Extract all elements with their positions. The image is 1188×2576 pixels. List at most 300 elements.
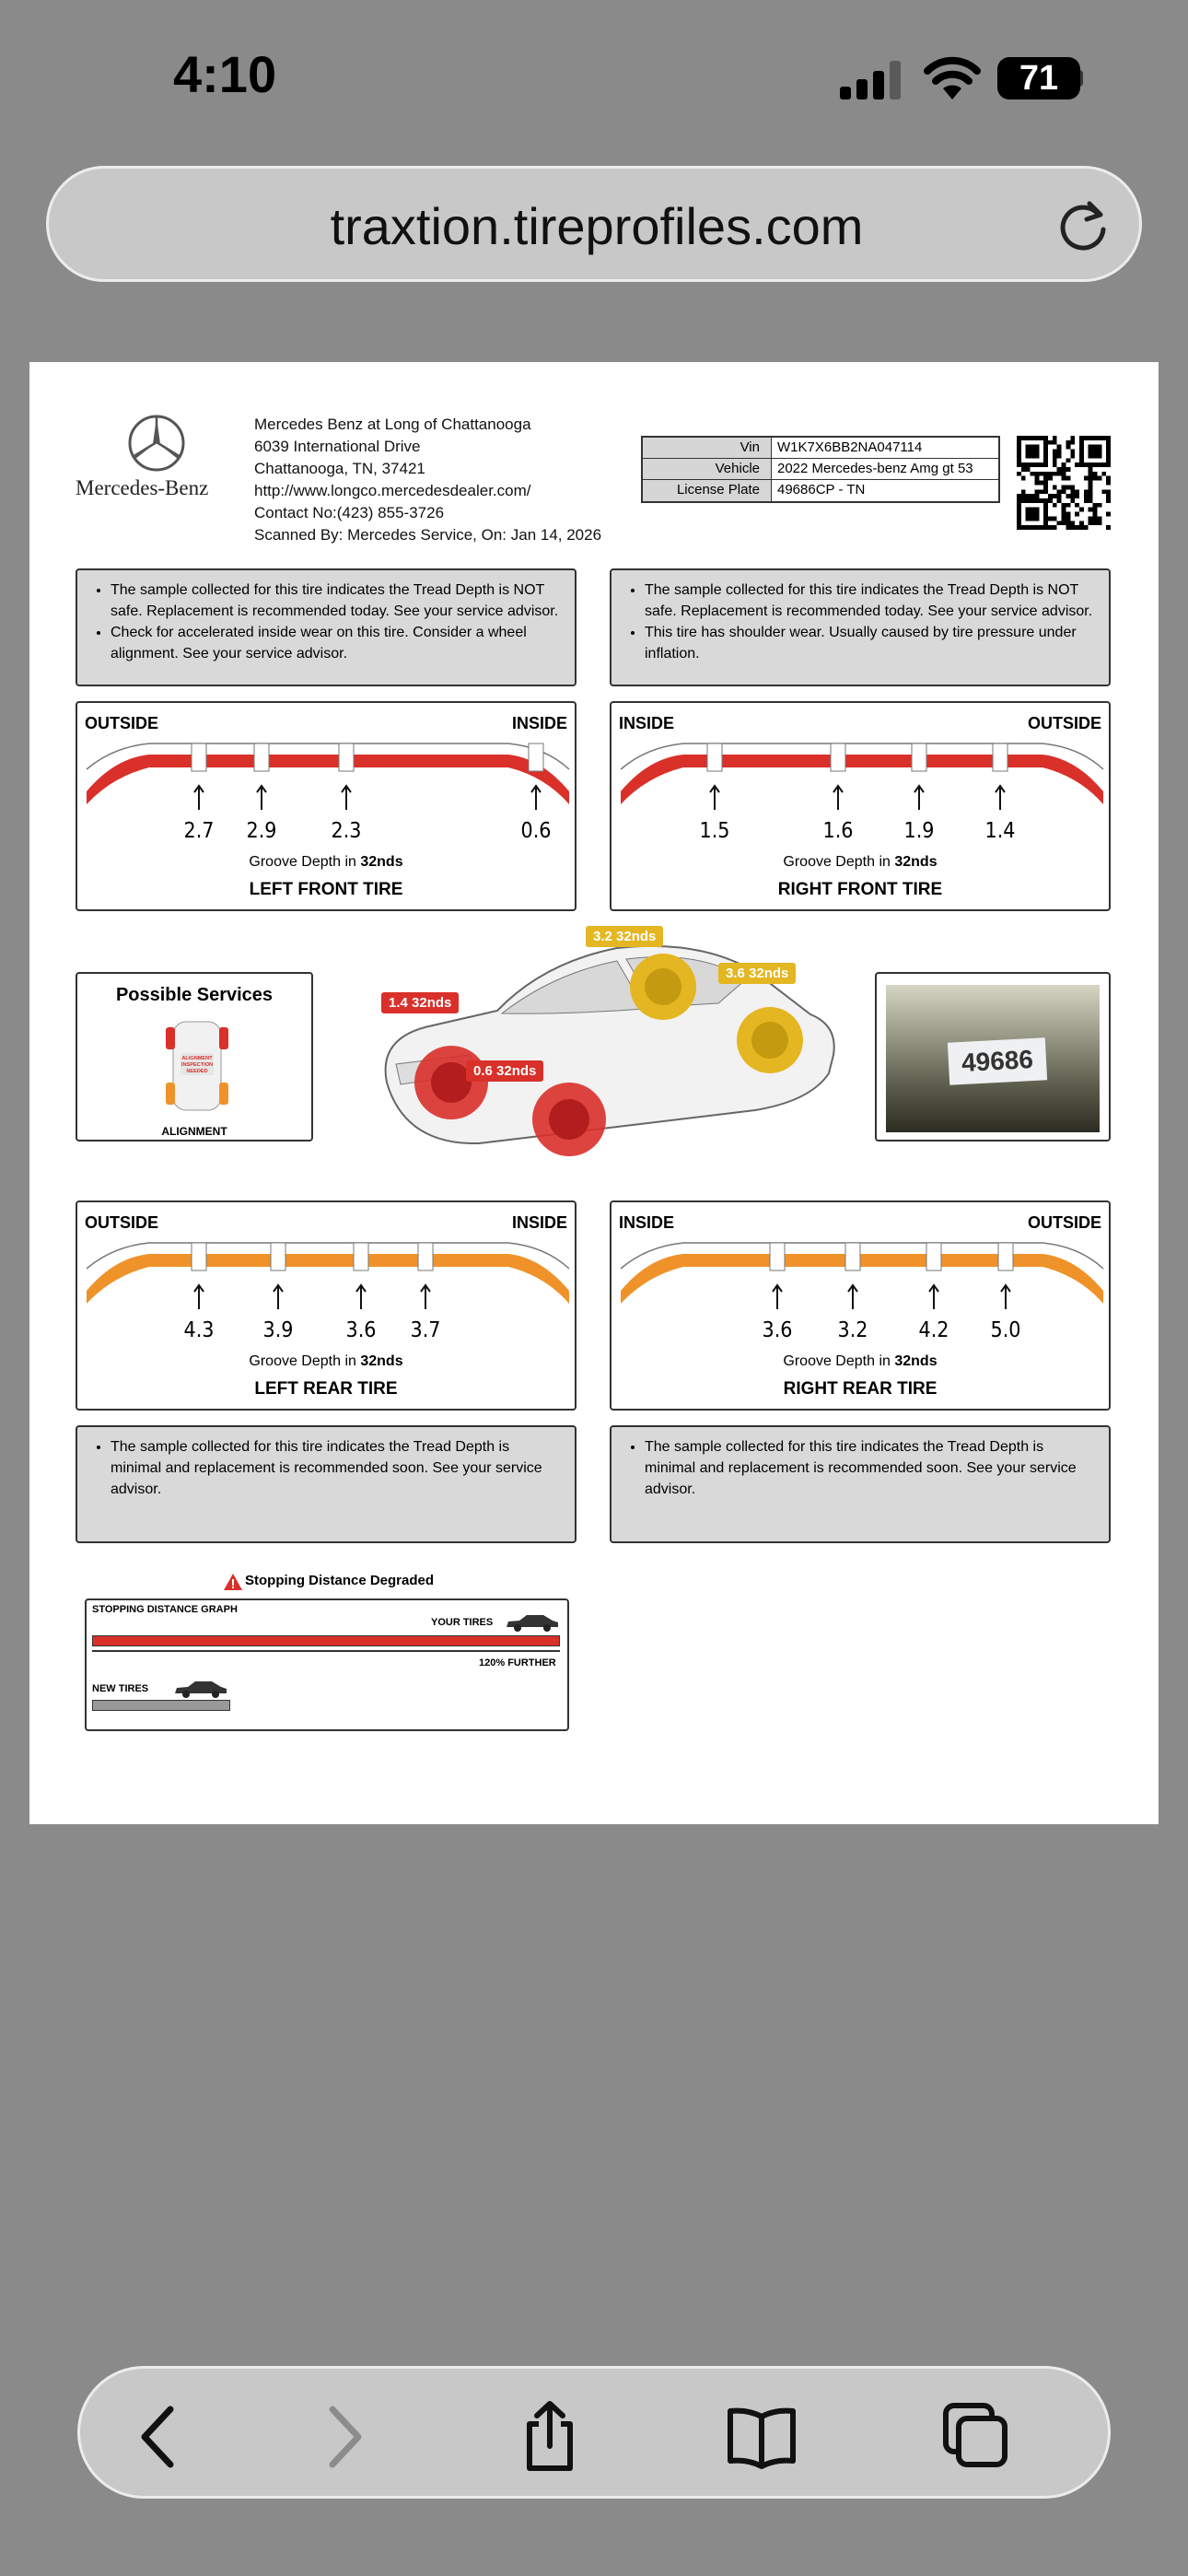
brand-wordmark: Mercedes-Benz	[76, 476, 209, 499]
groove-value: 2.7	[183, 819, 215, 843]
qr-module	[1031, 472, 1035, 476]
left-rear-tire-panel	[76, 1200, 577, 1411]
qr-module	[1034, 481, 1039, 486]
groove-caption	[77, 1353, 575, 1370]
svg-text:NEEDED: NEEDED	[186, 1069, 208, 1074]
side-label-right: OUTSIDE	[1027, 714, 1101, 732]
bookmarks-icon[interactable]	[725, 2400, 798, 2474]
groove-value: 2.9	[246, 819, 277, 843]
tread-profile	[85, 1239, 571, 1317]
qr-module	[1039, 481, 1043, 486]
qr-module	[1053, 440, 1057, 445]
qr-module	[1084, 436, 1089, 440]
note-item: • Check for accelerated inside wear on this tire. Consider a wheel alignment. See your service advisor.	[111, 622, 560, 664]
url-text: traxtion.tireprofiles.com	[330, 197, 864, 255]
vehicle-value: 2022 Mercedes-benz Amg gt 53	[777, 461, 973, 476]
qr-module	[1093, 436, 1098, 440]
qr-module	[1034, 489, 1039, 494]
qr-module	[1062, 467, 1066, 472]
groove	[912, 744, 926, 771]
groove-caption-text: Groove Depth in	[783, 1353, 891, 1369]
qr-module	[1048, 516, 1053, 521]
qr-module	[1017, 453, 1021, 458]
qr-module	[1053, 472, 1057, 476]
qr-module	[1084, 494, 1089, 498]
groove	[993, 744, 1007, 771]
qr-module	[1075, 489, 1079, 494]
qr-module	[1039, 498, 1043, 503]
qr-module	[1084, 463, 1089, 467]
qr-module	[1093, 521, 1098, 525]
right-front-tire-panel	[610, 701, 1111, 911]
tire-name: RIGHT REAR TIRE	[783, 1379, 938, 1399]
qr-module	[1017, 458, 1021, 463]
qr-module	[1039, 525, 1043, 530]
qr-module	[1089, 516, 1093, 521]
distance-scale	[92, 1648, 560, 1652]
share-icon[interactable]	[513, 2400, 587, 2474]
qr-module	[1026, 516, 1031, 521]
groove-value: 4.3	[183, 1318, 215, 1342]
qr-module	[1034, 508, 1039, 512]
forward-icon[interactable]	[307, 2400, 380, 2474]
vehicle-info-table	[641, 436, 1000, 503]
qr-module	[1031, 508, 1035, 512]
groove-arrow	[531, 786, 541, 810]
qr-module	[1106, 481, 1111, 486]
groove-caption-text: Groove Depth in	[249, 1353, 356, 1369]
tread-band	[87, 755, 569, 804]
battery-cap	[1076, 70, 1083, 87]
qr-module	[1048, 498, 1053, 503]
qr-module	[1084, 498, 1089, 503]
qr-module	[1057, 521, 1062, 525]
qr-module	[1066, 516, 1070, 521]
groove-caption	[611, 1353, 1109, 1370]
qr-module	[1089, 498, 1093, 503]
groove	[354, 1243, 368, 1270]
qr-module	[1079, 450, 1084, 454]
qr-module	[1026, 445, 1031, 450]
qr-module	[1034, 450, 1039, 454]
qr-module	[1057, 472, 1062, 476]
qr-module	[1043, 512, 1048, 517]
qr-module	[1043, 481, 1048, 486]
qr-module	[1097, 476, 1101, 481]
address-bar[interactable]	[46, 166, 1142, 282]
groove-arrow	[194, 1285, 204, 1309]
qr-module	[1017, 503, 1021, 508]
graph-title: STOPPING DISTANCE GRAPH	[92, 1604, 238, 1615]
qr-module	[1034, 463, 1039, 467]
qr-module	[1039, 463, 1043, 467]
qr-module	[1097, 503, 1101, 508]
groove-value: 2.3	[331, 819, 362, 843]
services-title: Possible Services	[115, 985, 274, 1005]
qr-module	[1097, 450, 1101, 454]
side-label-right: INSIDE	[511, 714, 567, 732]
vehicle-label: Vehicle	[643, 459, 772, 479]
qr-module	[1097, 463, 1101, 467]
qr-module	[1021, 525, 1026, 530]
groove-value: 3.6	[762, 1318, 793, 1342]
qr-module	[1089, 489, 1093, 494]
qr-module	[1048, 440, 1053, 445]
qr-module	[1021, 436, 1026, 440]
groove-arrow	[194, 786, 204, 810]
groove-arrow	[421, 1285, 430, 1309]
qr-module	[1106, 476, 1111, 481]
qr-module	[1106, 489, 1111, 494]
qr-module	[1089, 453, 1093, 458]
groove-arrow	[848, 1285, 857, 1309]
car-icon	[505, 1613, 560, 1632]
qr-module	[1079, 508, 1084, 512]
browser-toolbar	[77, 2366, 1111, 2499]
qr-module	[1089, 494, 1093, 498]
qr-module	[1062, 508, 1066, 512]
car-icon	[173, 1680, 228, 1698]
tread-band	[87, 1254, 569, 1304]
dealer-website[interactable]: http://www.longco.mercedesdealer.com/	[254, 482, 531, 499]
qr-module	[1017, 525, 1021, 530]
car-illustration	[368, 926, 847, 1162]
qr-module	[1048, 494, 1053, 498]
qr-module	[1053, 525, 1057, 530]
qr-module	[1031, 525, 1035, 530]
qr-module	[1031, 498, 1035, 503]
qr-module	[1021, 467, 1026, 472]
groove	[192, 744, 206, 771]
qr-module	[1031, 436, 1035, 440]
qr-module	[1053, 503, 1057, 508]
qr-module	[1106, 453, 1111, 458]
your-tires-bar	[92, 1635, 560, 1646]
service-item-label[interactable]: ALIGNMENT	[161, 1125, 227, 1138]
qr-module	[1106, 458, 1111, 463]
qr-module	[1079, 445, 1084, 450]
groove-value: 1.4	[984, 819, 1016, 843]
qr-module	[1106, 450, 1111, 454]
qr-module	[1070, 485, 1075, 489]
qr-module	[1034, 436, 1039, 440]
qr-module	[1070, 521, 1075, 525]
qr-module	[1053, 436, 1057, 440]
groove-value: 3.9	[262, 1318, 294, 1342]
qr-module	[1070, 494, 1075, 498]
side-label-right: OUTSIDE	[1027, 1213, 1101, 1232]
qr-module	[1043, 521, 1048, 525]
qr-module	[1057, 450, 1062, 454]
further-label: 120% FURTHER	[479, 1657, 556, 1669]
qr-module	[1017, 463, 1021, 467]
plate-photo[interactable]	[886, 985, 1100, 1132]
svg-text:INSPECTION: INSPECTION	[181, 1062, 214, 1068]
qr-module	[1066, 476, 1070, 481]
right-front-notes	[610, 568, 1111, 686]
side-label-left: INSIDE	[619, 714, 675, 732]
groove-arrow	[342, 786, 351, 810]
qr-module	[1106, 512, 1111, 517]
qr-module	[1026, 463, 1031, 467]
qr-module	[1066, 494, 1070, 498]
qr-module	[1048, 525, 1053, 530]
qr-module	[1093, 445, 1098, 450]
qr-module	[1026, 467, 1031, 472]
qr-module	[1066, 440, 1070, 445]
qr-module	[1017, 512, 1021, 517]
qr-module	[1089, 445, 1093, 450]
qr-module	[1089, 472, 1093, 476]
qr-module	[1101, 489, 1106, 494]
qr-module	[1066, 458, 1070, 463]
plate-label: License Plate	[643, 480, 772, 501]
tabs-icon[interactable]	[938, 2400, 1012, 2474]
tread-profile	[619, 740, 1105, 817]
report-page	[29, 362, 1159, 1824]
qr-module	[1026, 436, 1031, 440]
groove	[707, 744, 722, 771]
groove	[271, 1243, 285, 1270]
qr-module	[1097, 453, 1101, 458]
qr-module	[1043, 476, 1048, 481]
qr-module	[1089, 481, 1093, 486]
qr-module	[1062, 485, 1066, 489]
qr-module	[1062, 472, 1066, 476]
groove	[254, 744, 269, 771]
qr-module	[1031, 450, 1035, 454]
qr-module	[1026, 453, 1031, 458]
qr-module	[1053, 463, 1057, 467]
new-tires-label: NEW TIRES	[92, 1683, 149, 1694]
qr-module	[1106, 440, 1111, 445]
qr-module	[1106, 525, 1111, 530]
qr-module	[1079, 436, 1084, 440]
qr-module	[1057, 453, 1062, 458]
qr-module	[1066, 521, 1070, 525]
groove-unit: 32nds	[894, 1353, 938, 1369]
qr-module	[1021, 476, 1026, 481]
qr-module	[1066, 485, 1070, 489]
warning-icon	[223, 1573, 243, 1591]
plate-photo-text: 49686	[948, 1037, 1047, 1084]
scan-info: Scanned By: Mercedes Service, On: Jan 14, 2026	[254, 526, 602, 544]
note-item: • The sample collected for this tire indicates the Tread Depth is NOT safe. Replacement is recommended today. See your service advisor.	[645, 580, 1094, 622]
groove-arrow	[356, 1285, 366, 1309]
qr-module	[1079, 458, 1084, 463]
groove-value: 1.9	[903, 819, 935, 843]
qr-module	[1106, 498, 1111, 503]
qr-module	[1079, 525, 1084, 530]
qr-module	[1084, 525, 1089, 530]
qr-module	[1097, 521, 1101, 525]
qr-module	[1043, 525, 1048, 530]
qr-module	[1093, 512, 1098, 517]
qr-module	[1043, 436, 1048, 440]
groove-value: 5.0	[990, 1318, 1021, 1342]
qr-module	[1048, 472, 1053, 476]
left-front-notes	[76, 568, 577, 686]
qr-module	[1062, 489, 1066, 494]
lf2-depth-badge: 0.6 32nds	[466, 1060, 543, 1082]
qr-module	[1093, 472, 1098, 476]
side-label-left: OUTSIDE	[85, 714, 159, 732]
tire-name: LEFT FRONT TIRE	[249, 880, 403, 899]
qr-module	[1043, 485, 1048, 489]
groove-value: 4.2	[918, 1318, 949, 1342]
qr-module	[1062, 463, 1066, 467]
qr-module	[1089, 521, 1093, 525]
qr-module	[1034, 453, 1039, 458]
qr-module	[1070, 440, 1075, 445]
qr-module	[1043, 458, 1048, 463]
groove-arrow	[833, 786, 843, 810]
qr-module	[1043, 472, 1048, 476]
qr-module	[1075, 525, 1079, 530]
new-tires-bar	[92, 1700, 230, 1711]
groove-value: 3.6	[345, 1318, 377, 1342]
groove-value: 0.6	[520, 819, 552, 843]
possible-services-panel	[76, 972, 313, 1142]
qr-module	[1093, 508, 1098, 512]
qr-module	[1066, 512, 1070, 517]
left-front-tire-panel	[76, 701, 577, 911]
qr-module	[1066, 503, 1070, 508]
qr-module	[1106, 445, 1111, 450]
dealer-address1: 6039 International Drive	[254, 438, 421, 455]
groove	[926, 1243, 941, 1270]
qr-module	[1093, 450, 1098, 454]
qr-module	[1031, 512, 1035, 517]
qr-module	[1075, 463, 1079, 467]
qr-module	[1021, 489, 1026, 494]
qr-module	[1106, 463, 1111, 467]
qr-module	[1017, 508, 1021, 512]
groove-arrow	[773, 1285, 782, 1309]
qr-module	[1079, 463, 1084, 467]
qr-module	[1031, 445, 1035, 450]
groove-arrow	[914, 786, 924, 810]
tread-band	[621, 1254, 1103, 1304]
status-time: 4:10	[173, 45, 277, 103]
groove-arrow	[1001, 1285, 1010, 1309]
right-rear-tire-panel	[610, 1200, 1111, 1411]
rf-depth-badge: 3.2 32nds	[586, 926, 663, 947]
groove-value: 3.7	[410, 1318, 441, 1342]
reload-icon[interactable]	[1053, 194, 1113, 255]
qr-module	[1053, 450, 1057, 454]
dealer-name: Mercedes Benz at Long of Chattanooga	[254, 416, 531, 433]
qr-module	[1026, 508, 1031, 512]
qr-module	[1017, 516, 1021, 521]
qr-module	[1057, 467, 1062, 472]
plate-photo-panel	[875, 972, 1111, 1142]
note-item: • This tire has shoulder wear. Usually caused by tire pressure under inflation.	[645, 622, 1094, 664]
stopping-distance-graph	[85, 1598, 569, 1731]
tread-profile	[619, 1239, 1105, 1317]
alignment-car-icon	[160, 1016, 234, 1118]
groove	[339, 744, 354, 771]
qr-module	[1039, 489, 1043, 494]
qr-module	[1070, 453, 1075, 458]
qr-module	[1089, 476, 1093, 481]
groove	[831, 744, 845, 771]
groove-arrow	[257, 786, 266, 810]
qr-module	[1017, 521, 1021, 525]
qr-code[interactable]	[1017, 436, 1111, 530]
qr-module	[1101, 436, 1106, 440]
qr-module	[1097, 445, 1101, 450]
qr-module	[1043, 450, 1048, 454]
qr-module	[1057, 498, 1062, 503]
dealer-contact: Contact No:(423) 855-3726	[254, 504, 445, 521]
groove-arrow	[710, 786, 719, 810]
right-rear-notes	[610, 1425, 1111, 1543]
groove-caption	[611, 854, 1109, 871]
groove-arrow	[929, 1285, 938, 1309]
lf-depth-badge: 1.4 32nds	[381, 992, 459, 1013]
groove-value: 1.6	[822, 819, 854, 843]
qr-module	[1021, 498, 1026, 503]
qr-module	[1017, 445, 1021, 450]
mercedes-star-logo	[127, 414, 186, 473]
qr-module	[1070, 498, 1075, 503]
qr-module	[1026, 498, 1031, 503]
qr-module	[1093, 516, 1098, 521]
qr-module	[1079, 440, 1084, 445]
qr-module	[1043, 453, 1048, 458]
qr-module	[1062, 512, 1066, 517]
qr-module	[1053, 458, 1057, 463]
qr-module	[1070, 489, 1075, 494]
vin-row	[643, 438, 998, 459]
qr-module	[1039, 472, 1043, 476]
qr-module	[1034, 512, 1039, 517]
qr-module	[1026, 525, 1031, 530]
qr-module	[1097, 436, 1101, 440]
back-icon[interactable]	[122, 2400, 196, 2474]
qr-module	[1017, 494, 1021, 498]
groove	[418, 1243, 433, 1270]
qr-module	[1097, 516, 1101, 521]
note-item: • The sample collected for this tire indicates the Tread Depth is NOT safe. Replacement is recommended today. See your service advisor.	[111, 580, 560, 622]
qr-module	[1101, 463, 1106, 467]
qr-module	[1053, 516, 1057, 521]
qr-module	[1034, 445, 1039, 450]
side-label-right: INSIDE	[511, 1213, 567, 1232]
qr-module	[1070, 525, 1075, 530]
qr-module	[1017, 436, 1021, 440]
qr-module	[1034, 498, 1039, 503]
qr-module	[1034, 516, 1039, 521]
qr-module	[1043, 508, 1048, 512]
tire-name: RIGHT FRONT TIRE	[777, 880, 943, 899]
groove-value: 1.5	[699, 819, 730, 843]
qr-module	[1075, 494, 1079, 498]
left-rear-notes	[76, 1425, 577, 1543]
groove-value: 3.2	[837, 1318, 868, 1342]
groove-arrow	[996, 786, 1005, 810]
your-tires-label: YOUR TIRES	[431, 1617, 494, 1628]
qr-module	[1026, 450, 1031, 454]
qr-module	[1043, 498, 1048, 503]
qr-module	[1066, 467, 1070, 472]
qr-module	[1043, 440, 1048, 445]
qr-module	[1101, 472, 1106, 476]
qr-module	[1017, 472, 1021, 476]
qr-module	[1062, 503, 1066, 508]
qr-module	[1066, 525, 1070, 530]
